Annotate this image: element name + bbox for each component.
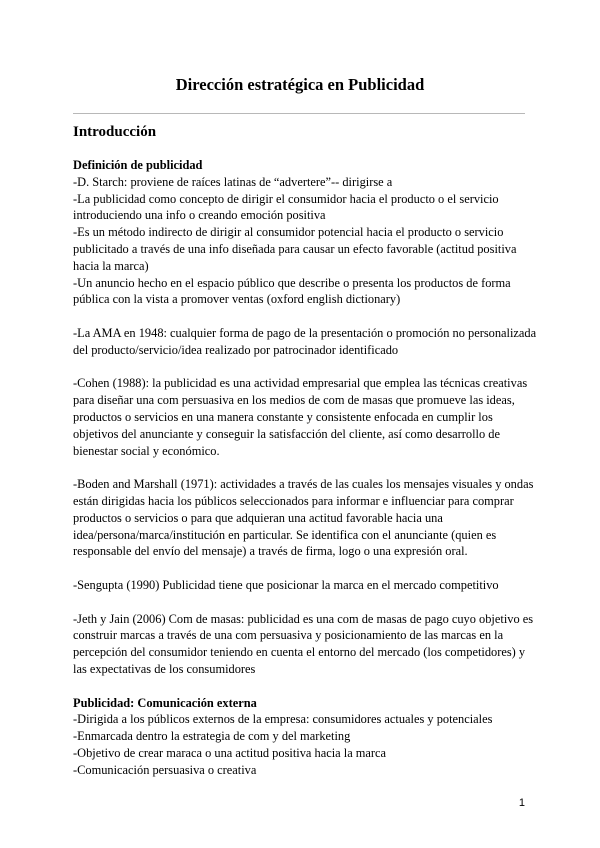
page-number: 1 [518,797,525,809]
text-line: -Jeth y Jain (2006) Com de masas: publicidad es una com de masas de pago cuyo objetivo es [73,611,534,626]
text-line: del producto/servicio/idea realizado por patrocinador identificado [73,342,399,357]
paragraph-gap [73,560,533,577]
text-line: las expectativas de los consumidores [73,661,256,676]
document-body [73,157,537,778]
text-line: -Sengupta (1990) Publicidad tiene que posicionar la marca en el mercado competitivo [73,577,499,592]
text-line: -Enmarcada dentro la estrategia de com y del marketing [73,729,351,744]
section-heading: Introducción [73,124,157,140]
text-line: productos o servicios o para que adquieran una actitud favorable hacia una [73,510,443,525]
text-line: -Boden and Marshall (1971): actividades a través de las cuales los mensajes visuales y ondas [73,477,534,492]
subheading-line: Publicidad: Comunicación externa [73,695,257,710]
text-line: hacia la marca) [73,258,149,273]
subheading-line: Definición de publicidad [73,158,203,172]
text-line: construir marcas a través de una com persuasiva y posicionamiento de las marcas en la [73,628,504,643]
text-line: bienestar social y económico. [73,443,220,458]
text-line: -Cohen (1988): la publicidad es una actividad empresarial que emplea las técnicas creativas [73,376,528,391]
text-line: -Dirigida a los públicos externos de la empresa: consumidores actuales y potenciales [73,712,493,727]
title-divider [73,113,525,114]
text-line: pública con la vista a promover ventas (oxford english dictionary) [73,292,401,307]
paragraph-gap [73,308,533,325]
document-title: Dirección estratégica en Publicidad [175,75,425,94]
text-line: -La publicidad como concepto de dirigir el consumidor hacia el producto o el servicio [73,191,499,206]
text-line: -Un anuncio hecho en el espacio público que describe o presenta los productos de forma [73,275,511,290]
text-line: percepción del consumidor teniendo en cuenta el entorno del mercado (los competidores) y [73,645,526,660]
paragraph-gap [73,594,533,611]
paragraph-gap [73,459,533,476]
text-line: para diseñar una com persuasiva en los medios de com de masas que promueve las ideas, [73,393,515,408]
text-line: -Es un método indirecto de dirigir al consumidor potencial hacia el producto o servicio [73,225,504,240]
text-line: idea/persona/marca/institución en particular. Se identifica con el anunciante (quien es [73,527,497,542]
text-line: -D. Starch: proviene de raíces latinas de “advertere”-- dirigirse a [73,174,393,189]
text-line: responsable del envío del mensaje) a través de firma, logo o una expresión oral. [73,544,468,559]
text-line: productos o servicios en una manera constante y consistente enfocada en cumplir los [73,409,493,424]
text-line: introduciendo una info o creando emoción positiva [73,208,326,223]
text-line: -Objetivo de crear maraca o una actitud positiva hacia la marca [73,745,387,760]
text-line: objetivos del anunciante y conseguir la satisfacción del cliente, así como desarrollo de [73,426,500,441]
text-line: están dirigidas hacia los públicos seleccionados para informar e influenciar para comprar [73,493,514,508]
text-line: publicitado a través de una info diseñada para causar un efecto favorable (actitud positiva [73,241,517,256]
paragraph-gap [73,359,533,376]
text-line: -Comunicación persuasiva o creativa [73,762,257,777]
paragraph-gap [73,678,533,695]
text-line: -La AMA en 1948: cualquier forma de pago de la presentación o promoción no personalizada [73,325,537,340]
